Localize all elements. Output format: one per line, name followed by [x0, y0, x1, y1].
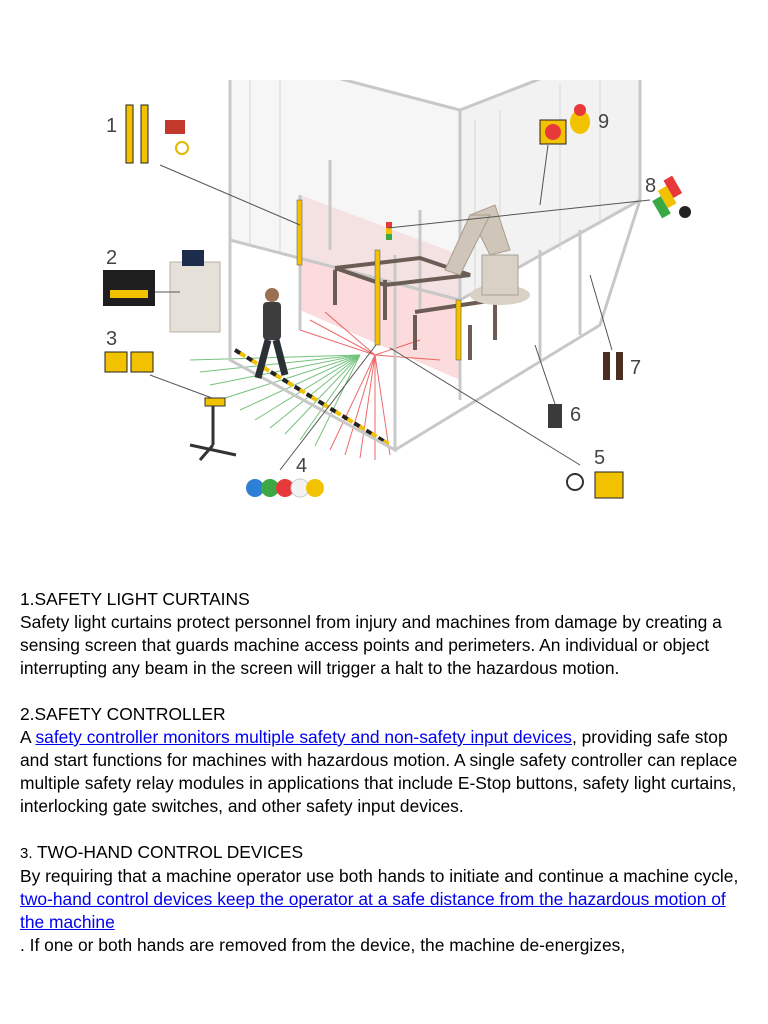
device-2-safety-controller [103, 270, 155, 306]
device-8-tower-light [652, 176, 691, 219]
control-cabinet [170, 250, 220, 332]
two-hand-control-link[interactable]: two-hand control devices keep the operator at a safe distance from the hazardous motion of the machine [20, 889, 726, 932]
device-7-sensors [603, 352, 623, 380]
callout-1: 1 [106, 115, 118, 137]
callout-2: 2 [106, 247, 118, 269]
article-body [20, 588, 748, 980]
cell-stack-light [386, 222, 392, 240]
two-hand-station [190, 398, 236, 460]
device-1-light-curtains [126, 105, 188, 163]
callout-9: 9 [598, 111, 610, 133]
section-body: , providing safe stop and start functions for machines with hazardous motion. A single safety controller can replace multiple safety relay modules in applications that include E-Stop buttons, safety light curtains, interlocking gate switches, and other safety input devices. [20, 727, 738, 816]
callout-5: 5 [594, 447, 606, 469]
device-3-two-hand-buttons [105, 352, 153, 372]
callout-6: 6 [570, 404, 582, 426]
section-body-lead: By requiring that a machine operator use both hands to initiate and continue a machine cycle, [20, 866, 739, 886]
section-heading-text: TWO-HAND CONTROL DEVICES [32, 842, 304, 862]
callout-3: 3 [106, 328, 118, 350]
callout-4: 4 [296, 455, 308, 477]
section-body: Safety light curtains protect personnel from injury and machines from damage by creating a sensing screen that guards machine access points and perimeters. An individual or object interrupting any beam in the screen will trigger a halt to the hazardous motion. [20, 612, 722, 678]
callout-8: 8 [645, 175, 657, 197]
device-4-stack-light-buttons [246, 479, 324, 497]
section-heading: 1.SAFETY LIGHT CURTAINS [20, 589, 250, 609]
section-number: 3. [20, 845, 33, 862]
section-heading [20, 841, 748, 865]
safety-cell-illustration [0, 80, 768, 520]
device-5-safety-scanner [567, 472, 623, 498]
section-two-hand-control [20, 841, 748, 957]
device-6-interlock-switch [548, 404, 562, 428]
section-body-lead: A [20, 727, 36, 747]
section-heading: 2.SAFETY CONTROLLER [20, 704, 226, 724]
section-body: . If one or both hands are removed from the device, the machine de-energizes, [20, 935, 626, 955]
callout-7: 7 [630, 357, 642, 379]
section-safety-light-curtains [20, 588, 748, 680]
section-safety-controller [20, 703, 748, 818]
safety-controller-link[interactable]: safety controller monitors multiple safety and non-safety input devices [35, 727, 572, 747]
